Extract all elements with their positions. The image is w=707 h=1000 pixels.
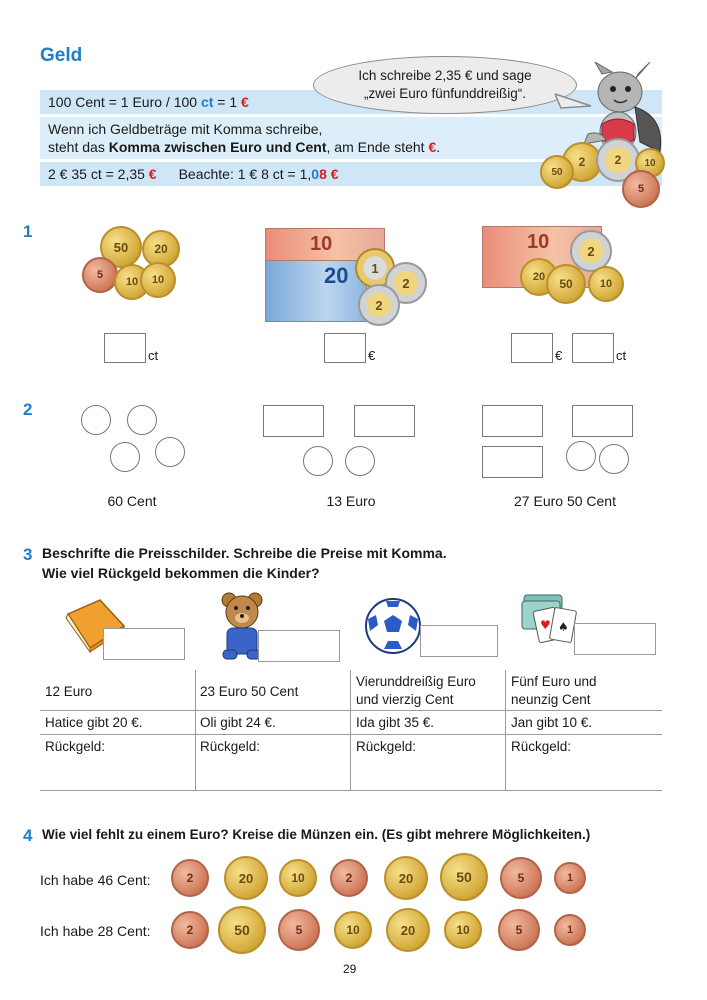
unit-label: € <box>555 348 563 363</box>
answer-box-euro[interactable] <box>324 333 366 363</box>
coin-2-euro-icon: 2 <box>596 138 640 182</box>
euro-symbol: € <box>148 166 157 182</box>
note-placeholder-rect[interactable] <box>354 405 415 437</box>
coin-2-euro-icon: 2 <box>358 284 400 326</box>
page-title: Geld <box>40 45 83 66</box>
task-number-3: 3 <box>23 545 33 564</box>
change-label: Rückgeld: <box>200 739 261 754</box>
coin-placeholder-circle[interactable] <box>303 446 333 476</box>
rule-text: steht das <box>48 139 109 155</box>
coin-2-cent-icon[interactable]: 2 <box>171 859 209 897</box>
euro-symbol: € <box>428 139 437 155</box>
coin-20-cent-icon: 20 <box>520 258 558 296</box>
table-column-divider <box>505 670 506 790</box>
unit-label: ct <box>148 348 159 363</box>
answer-box-cent[interactable] <box>572 333 614 363</box>
euro-symbol: € <box>330 166 339 182</box>
table-column-divider <box>350 670 351 790</box>
change-label: Rückgeld: <box>356 739 417 754</box>
task-number-4: 4 <box>23 826 33 845</box>
ct-unit: ct <box>200 94 214 110</box>
euro-symbol: € <box>241 94 249 110</box>
table-divider <box>40 790 662 791</box>
amount-label: 60 Cent <box>107 493 157 509</box>
change-label: Rückgeld: <box>511 739 572 754</box>
coin-50-cent-icon[interactable]: 50 <box>440 853 488 901</box>
coin-placeholder-circle[interactable] <box>127 405 157 435</box>
task-instruction: Wie viel fehlt zu einem Euro? Kreise die Münzen ein. (Es gibt mehrere Möglichkeiten.) <box>42 827 591 842</box>
coin-2-euro-icon: 2 <box>385 262 427 304</box>
coin-5-cent-icon[interactable]: 5 <box>500 857 542 899</box>
rule-text: = 1 <box>213 94 242 110</box>
coin-2-cent-icon[interactable]: 2 <box>171 911 209 949</box>
coin-20-cent-icon[interactable]: 20 <box>384 856 428 900</box>
task-instruction: Beschrifte die Preisschilder. Schreibe die Preise mit Komma. <box>42 545 447 561</box>
unit-label: € <box>368 348 376 363</box>
note-placeholder-rect[interactable] <box>482 405 543 437</box>
note-placeholder-rect[interactable] <box>263 405 324 437</box>
coin-5-cent-icon: 5 <box>622 170 660 208</box>
payment-cell: Hatice gibt 20 €. <box>45 715 143 730</box>
zero-digit: 0 <box>311 166 320 182</box>
price-cell: 23 Euro 50 Cent <box>200 684 299 699</box>
amount-label: 27 Euro 50 Cent <box>514 493 616 509</box>
svg-text:♥: ♥ <box>540 618 551 632</box>
coin-placeholder-circle[interactable] <box>81 405 111 435</box>
coin-10-cent-icon[interactable]: 10 <box>444 911 482 949</box>
price-tag-box[interactable] <box>574 623 656 655</box>
row-label-46: Ich habe 46 Cent: <box>40 872 151 888</box>
coin-5-cent-icon[interactable]: 5 <box>278 909 320 951</box>
price-cell: Vierunddreißig Euro und vierzig Cent <box>356 674 476 707</box>
coin-5-cent-icon[interactable]: 5 <box>498 909 540 951</box>
speech-bubble <box>313 56 577 114</box>
coin-placeholder-circle[interactable] <box>345 446 375 476</box>
coin-placeholder-circle[interactable] <box>110 442 140 472</box>
price-tag-box[interactable] <box>420 625 498 657</box>
coin-10-cent-icon[interactable]: 10 <box>279 859 317 897</box>
rule-text: Beachte: 1 € 8 ct = 1, <box>178 166 312 182</box>
price-tag-box[interactable] <box>103 628 185 660</box>
svg-text:♠: ♠ <box>558 620 569 634</box>
bubble-line: „zwei Euro fünfunddreißig“. <box>363 86 527 101</box>
rule-text: , am Ende steht <box>326 139 429 155</box>
banknote-20-euro-icon: 20 <box>265 260 367 322</box>
coin-2-euro-icon: 2 <box>570 230 612 272</box>
coin-50-cent-icon: 50 <box>100 226 142 268</box>
unit-label: ct <box>616 348 627 363</box>
coin-50-cent-icon[interactable]: 50 <box>218 906 266 954</box>
task-number-2: 2 <box>23 400 33 419</box>
payment-cell: Jan gibt 10 €. <box>511 715 593 730</box>
change-label: Rückgeld: <box>45 739 106 754</box>
answer-box-cent[interactable] <box>104 333 146 363</box>
payment-cell: Oli gibt 24 €. <box>200 715 276 730</box>
coin-20-cent-icon: 20 <box>142 230 180 268</box>
coin-50-cent-icon: 50 <box>540 155 574 189</box>
note-placeholder-rect[interactable] <box>572 405 633 437</box>
coin-gold-icon: 10 <box>635 148 665 178</box>
coin-10-cent-icon: 10 <box>588 266 624 302</box>
coin-placeholder-circle[interactable] <box>566 441 596 471</box>
coin-20-cent-icon[interactable]: 20 <box>224 856 268 900</box>
rule-text: 100 Cent = 1 Euro / 100 <box>48 94 201 110</box>
coin-10-cent-icon: 10 <box>140 262 176 298</box>
cent-digit: 8 <box>319 166 327 182</box>
coin-50-cent-icon: 50 <box>546 264 586 304</box>
table-column-divider <box>195 670 196 790</box>
rule-text: Wenn ich Geldbeträge mit Komma schreibe, <box>48 121 323 137</box>
amount-label: 13 Euro <box>326 493 376 509</box>
price-cell: Fünf Euro und neunzig Cent <box>511 674 597 707</box>
banknote-10-euro-icon: 10 <box>482 226 602 288</box>
task-number-1: 1 <box>23 222 33 241</box>
coin-2-cent-icon[interactable]: 2 <box>330 859 368 897</box>
coin-20-cent-icon[interactable]: 20 <box>386 908 430 952</box>
coin-10-cent-icon[interactable]: 10 <box>334 911 372 949</box>
coin-10-cent-icon: 10 <box>114 264 150 300</box>
rule-text: . <box>436 139 441 155</box>
row-label-28: Ich habe 28 Cent: <box>40 923 151 939</box>
note-placeholder-rect[interactable] <box>482 446 543 478</box>
coin-1-cent-icon[interactable]: 1 <box>554 862 586 894</box>
banknote-10-euro-icon: 10 <box>265 228 385 280</box>
task-instruction: Wie viel Rückgeld bekommen die Kinder? <box>42 565 320 581</box>
table-divider <box>40 734 662 735</box>
price-cell: 12 Euro <box>45 684 93 699</box>
coin-2-cent-icon: 2 <box>562 142 602 182</box>
page-number: 29 <box>343 962 357 976</box>
answer-box-euro[interactable] <box>511 333 553 363</box>
coin-placeholder-circle[interactable] <box>599 444 629 474</box>
coin-1-cent-icon[interactable]: 1 <box>554 914 586 946</box>
bubble-line: Ich schreibe 2,35 € und sage <box>358 68 532 83</box>
coin-5-cent-icon: 5 <box>82 257 118 293</box>
payment-cell: Ida gibt 35 €. <box>356 715 435 730</box>
coin-1-euro-icon: 1 <box>355 248 395 288</box>
rule-text: 2 € 35 ct = 2,35 <box>48 166 149 182</box>
football-icon <box>364 597 422 655</box>
price-tag-box[interactable] <box>258 630 340 662</box>
rule-emphasis: Komma zwischen Euro und Cent <box>108 139 327 155</box>
coin-placeholder-circle[interactable] <box>155 437 185 467</box>
table-divider <box>40 710 662 711</box>
